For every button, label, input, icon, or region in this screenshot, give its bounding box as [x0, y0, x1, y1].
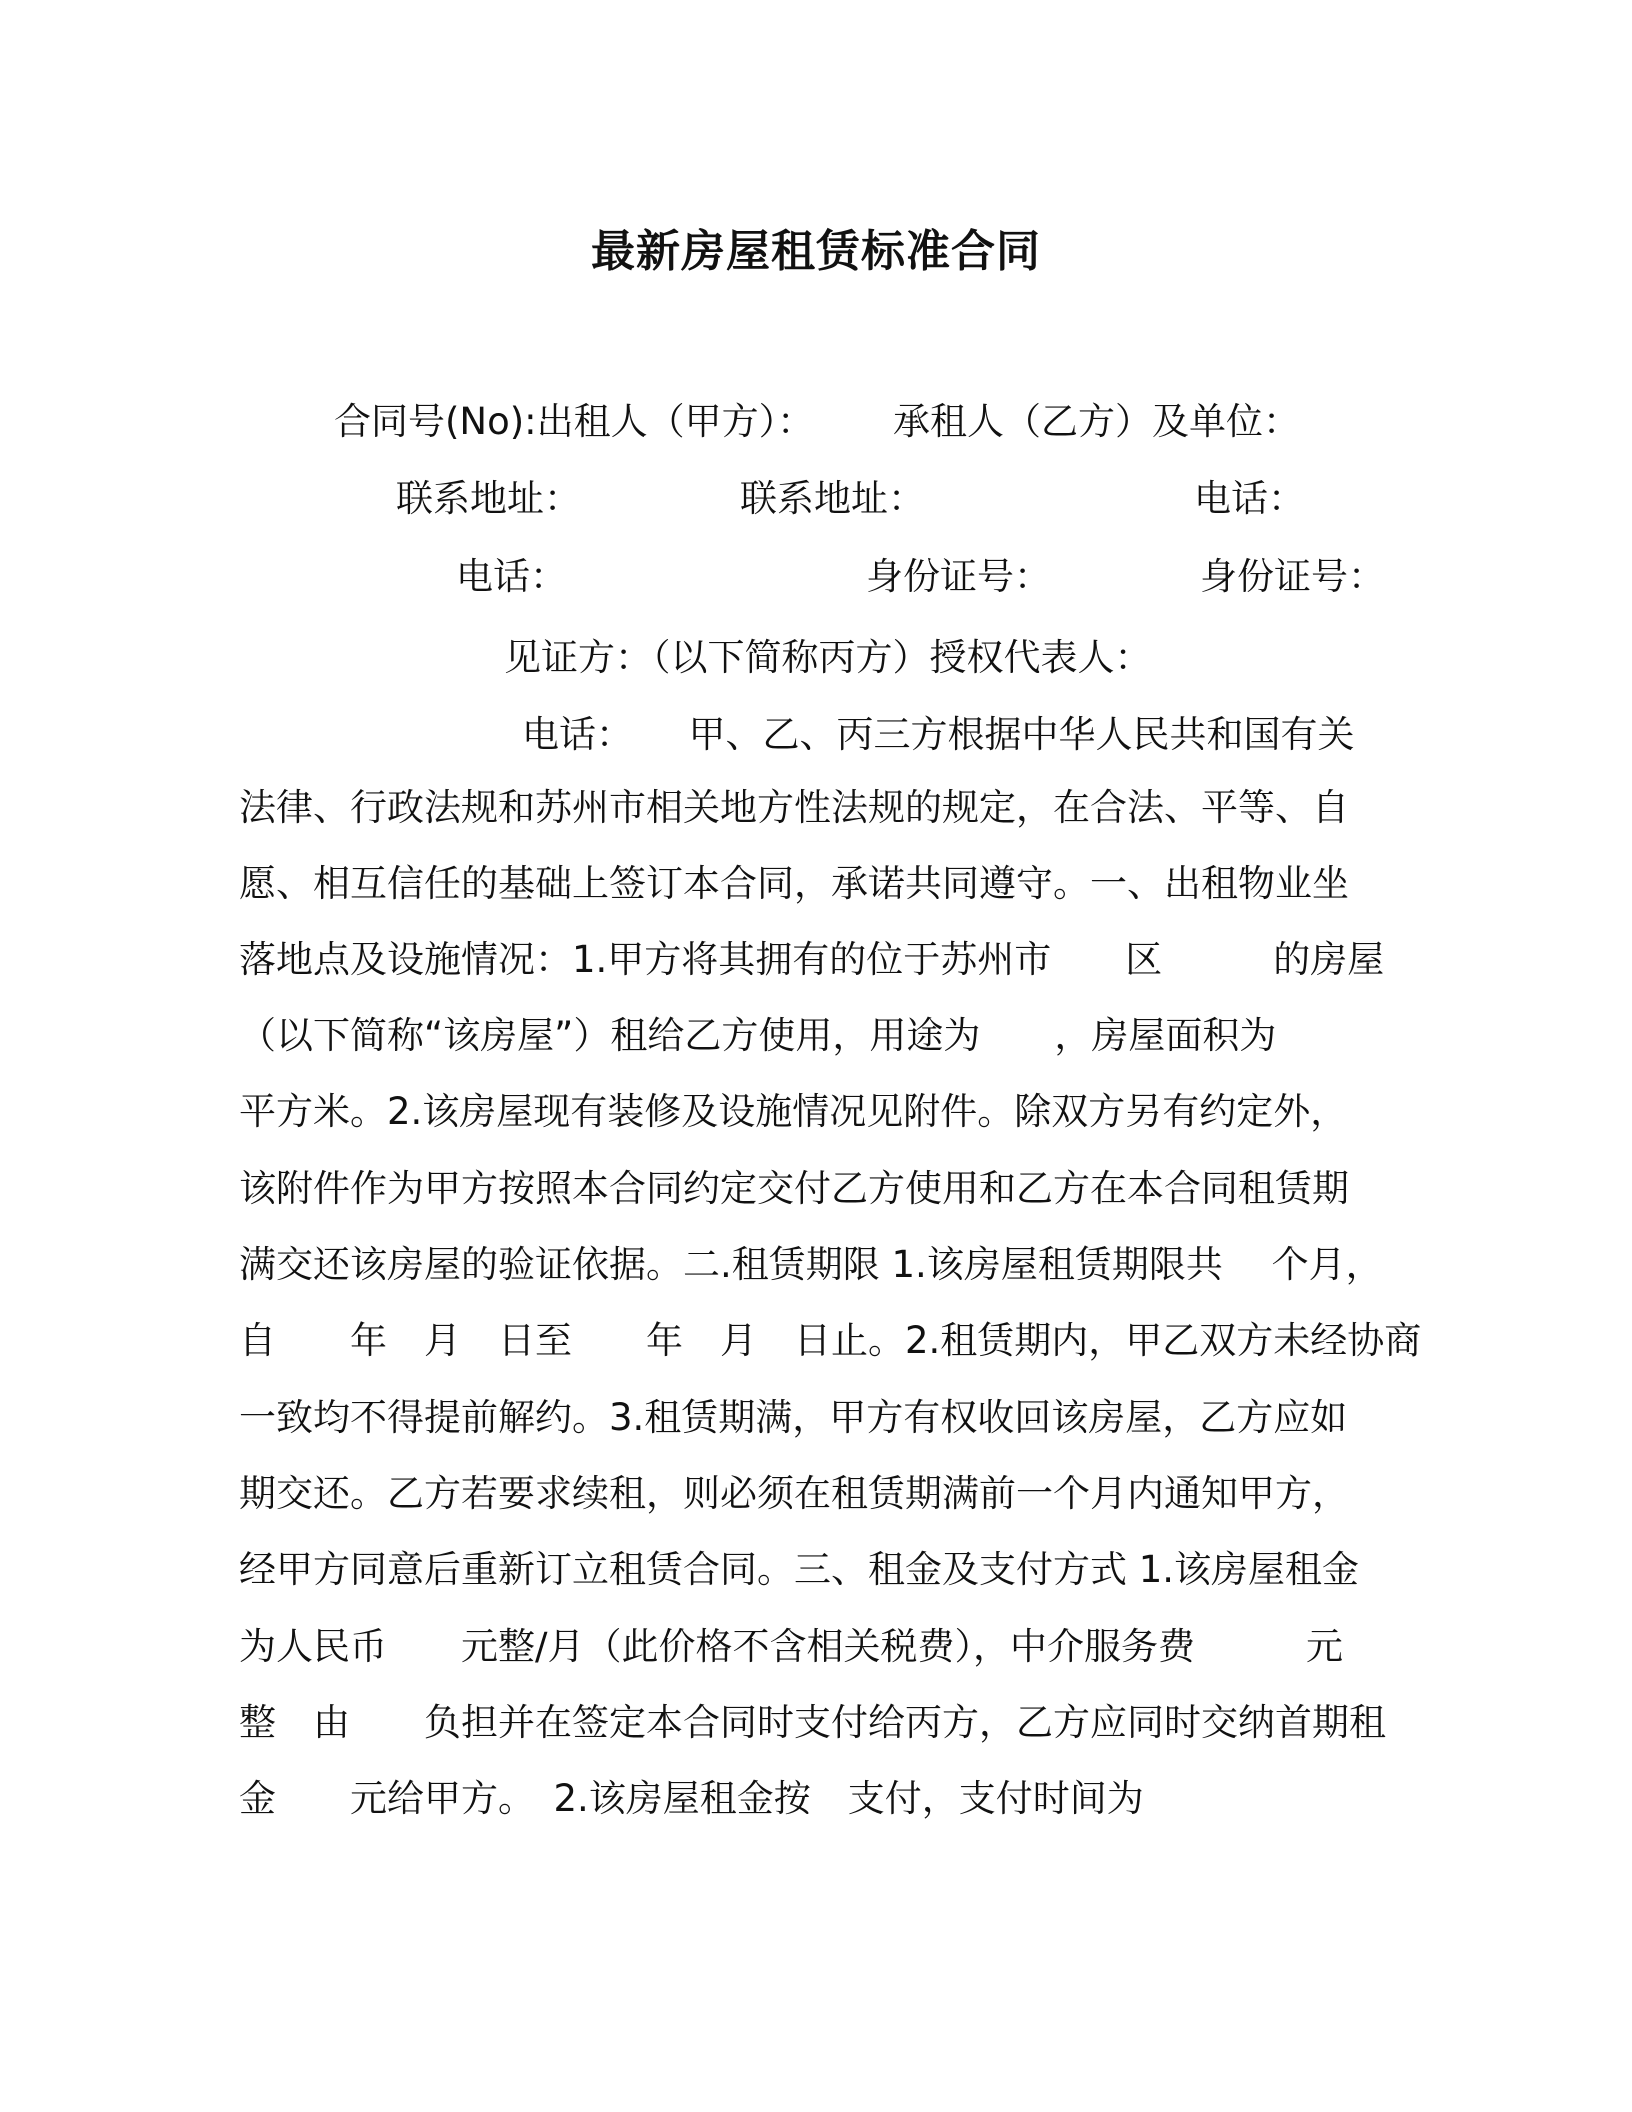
- body-line: 经甲方同意后重新订立租赁合同。三、租金及支付方式 1.该房屋租金: [239, 1548, 1360, 1591]
- lessee-phone-label: 电话：: [456, 555, 567, 598]
- lessee-label: 承租人（乙方）及单位：: [893, 400, 1300, 443]
- body-line: 为人民币 元整/月（此价格不含相关税费），中介服务费 元: [239, 1625, 1343, 1668]
- body-line: 落地点及设施情况：1.甲方将其拥有的位于苏州市 区 的房屋: [239, 938, 1385, 981]
- contract-no-lessor-label: 合同号(No):出租人（甲方）：: [334, 400, 815, 443]
- lessee-id-label: 身份证号：: [1200, 555, 1385, 598]
- body-line: 满交还该房屋的验证依据。二.租赁期限 1.该房屋租赁期限共 个月，: [239, 1243, 1383, 1286]
- lessor-address-label: 联系地址：: [396, 477, 581, 520]
- body-line: 金 元给甲方。 2.该房屋租金按 支付，支付时间为: [239, 1777, 1144, 1820]
- body-line: 平方米。2.该房屋现有装修及设施情况见附件。除双方另有约定外，: [239, 1090, 1348, 1133]
- body-line: 法律、行政法规和苏州市相关地方性法规的规定，在合法、平等、自: [239, 786, 1349, 829]
- witness-label: 见证方：（以下简称丙方）授权代表人：: [504, 636, 1152, 679]
- body-line: （以下简称“该房屋”）租给乙方使用，用途为 ，房屋面积为: [239, 1014, 1277, 1057]
- body-line: 期交还。乙方若要求续租，则必须在租赁期满前一个月内通知甲方，: [239, 1472, 1349, 1515]
- body-line: 该附件作为甲方按照本合同约定交付乙方使用和乙方在本合同租赁期: [239, 1167, 1349, 1210]
- lessee-address-label: 联系地址：: [740, 477, 925, 520]
- body-line: 整 由 负担并在签定本合同时支付给丙方，乙方应同时交纳首期租: [239, 1701, 1386, 1744]
- body-line: 自 年 月 日至 年 月 日止。2.租赁期内，甲乙双方未经协商: [239, 1319, 1422, 1362]
- body-line: 一致均不得提前解约。3.租赁期满，甲方有权收回该房屋，乙方应如: [239, 1396, 1348, 1439]
- body-line: 愿、相互信任的基础上签订本合同，承诺共同遵守。一、出租物业坐: [239, 862, 1349, 905]
- document-title: 最新房屋租赁标准合同: [591, 226, 1041, 277]
- body-line: 电话： 甲、乙、丙三方根据中华人民共和国有关: [522, 713, 1355, 756]
- lessor-id-label: 身份证号：: [866, 555, 1051, 598]
- lessor-phone-label: 电话：: [1194, 477, 1305, 520]
